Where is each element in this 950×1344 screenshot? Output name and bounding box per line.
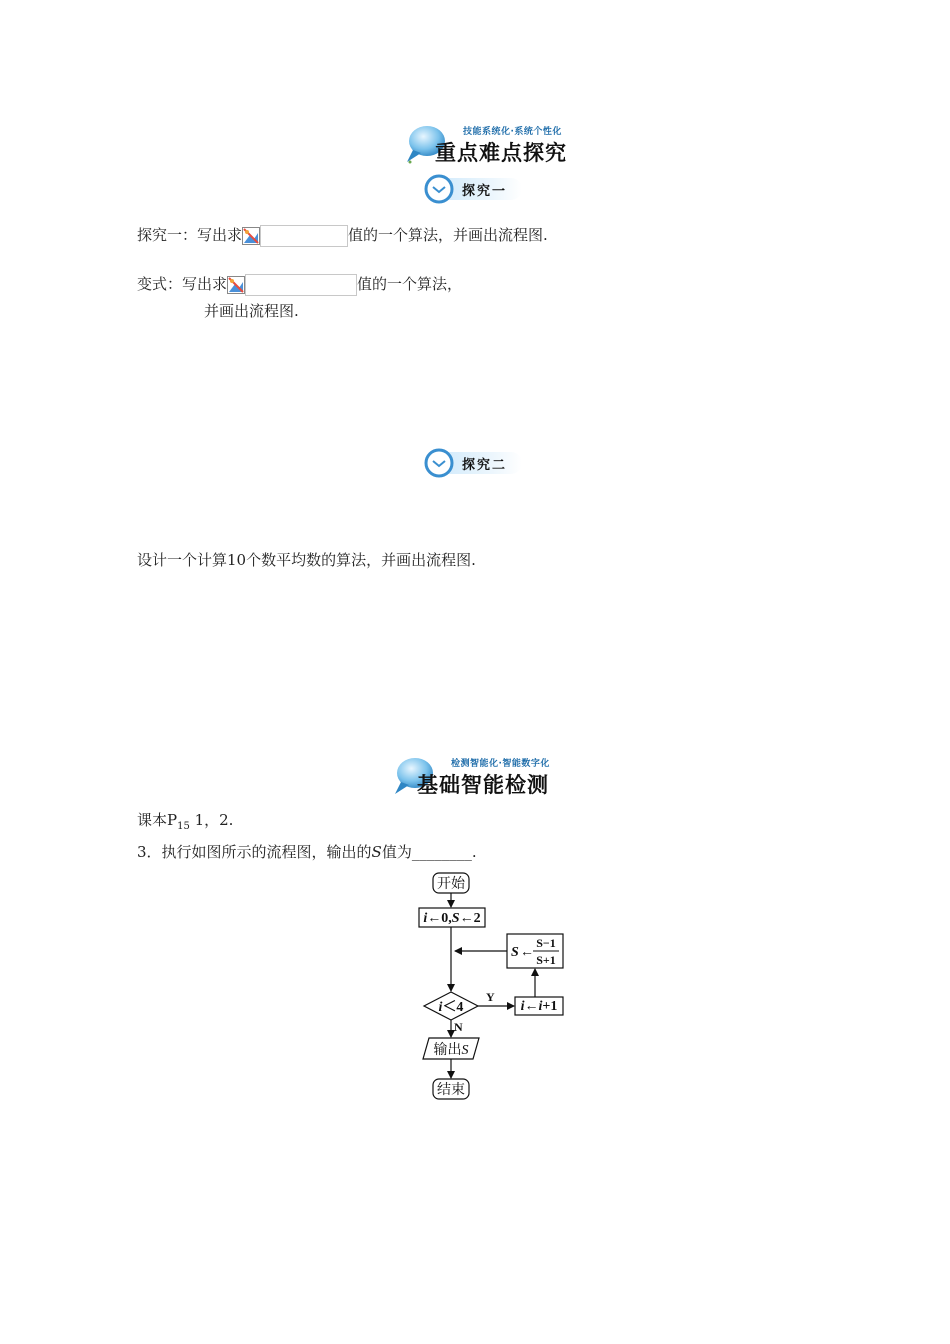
clock-icon: [424, 174, 454, 204]
start-label: 开始: [437, 877, 465, 892]
explore-one-text-before: 探究一：写出求: [137, 226, 243, 244]
fraction-denominator: S+1: [536, 953, 556, 967]
banner-tagline: 检测智能化·智能数字化: [451, 759, 550, 769]
explore-one-header: [424, 174, 524, 204]
variant-question: [137, 273, 462, 296]
textbook-prefix: 课本P: [137, 811, 178, 829]
assign-arrow: ←: [520, 945, 534, 960]
variant-text-before: 变式：写出求: [137, 275, 228, 293]
textbook-page-subscript: 15: [177, 821, 190, 832]
condition-label: i＜4: [438, 1000, 464, 1015]
end-label: 结束: [437, 1083, 465, 1098]
question-three-after: 值为________.: [381, 843, 477, 861]
init-label: i←0,S←2: [423, 911, 481, 926]
variant-text-after: 值的一个算法，: [357, 275, 463, 293]
question-three-before: 3．执行如图所示的流程图，输出的: [137, 843, 372, 861]
increment-label: i←i+1: [520, 999, 558, 1014]
formula-placeholder: [260, 225, 348, 247]
textbook-reference: [137, 809, 233, 838]
textbook-exercises: 1，2.: [189, 811, 234, 829]
banner-title: 重点难点探究: [435, 141, 567, 165]
clock-icon: [424, 448, 454, 478]
explore-two-header: [424, 448, 524, 478]
question-three: [137, 841, 477, 863]
banner-title: 基础智能检测: [417, 773, 549, 797]
explore-two-label: 探究二: [462, 458, 508, 473]
flowchart: [410, 868, 570, 1104]
fraction-numerator: S−1: [536, 936, 556, 950]
formula-placeholder: [245, 274, 357, 296]
banner-tagline: 技能系统化·系统个性化: [463, 127, 562, 137]
broken-image-icon: [242, 227, 260, 245]
no-label: N: [454, 1020, 463, 1034]
explore-one-question: [137, 224, 548, 247]
variant-question-line2: 并画出流程图.: [204, 302, 299, 320]
explore-one-text-after: 值的一个算法，并画出流程图.: [348, 226, 548, 244]
section-banner-key-points: [405, 120, 580, 166]
output-label: 输出S: [433, 1043, 469, 1058]
question-three-variable: S: [371, 843, 382, 861]
explore-two-question: 设计一个计算10个数平均数的算法，并画出流程图.: [137, 551, 476, 569]
assign-var: S: [511, 945, 519, 960]
explore-one-label: 探究一: [462, 184, 508, 199]
section-banner-basic-check: [393, 752, 568, 798]
broken-image-icon: [227, 276, 245, 294]
yes-label: Y: [486, 990, 495, 1004]
